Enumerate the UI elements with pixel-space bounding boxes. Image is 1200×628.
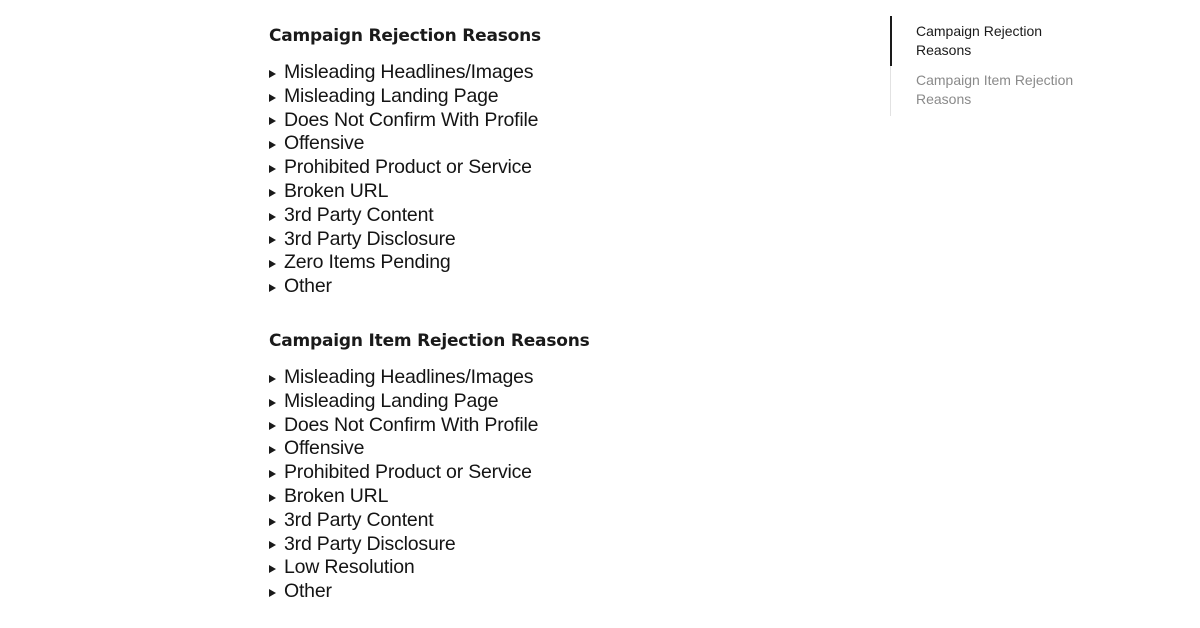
caret-right-icon [269,494,276,502]
caret-right-icon [269,165,276,173]
list-item [269,485,829,509]
caret-right-icon [269,518,276,526]
list-item-label: Other [284,580,332,603]
toc-link-campaign-item-rejection-reasons[interactable]: Campaign Item Rejection Reasons [916,72,1074,107]
list-item-label: Other [284,275,332,298]
list-item-label: Misleading Headlines/Images [284,365,534,388]
caret-right-icon [269,189,276,197]
list-item-label: 3rd Party Disclosure [284,532,456,555]
caret-right-icon [269,375,276,383]
list-item [269,251,829,275]
list-item-label: Offensive [284,437,365,460]
reason-list [269,61,829,299]
caret-right-icon [269,565,276,573]
caret-right-icon [269,213,276,221]
list-item-label: Broken URL [284,179,389,202]
list-item [269,533,829,557]
caret-right-icon [269,141,276,149]
toc-link-campaign-rejection-reasons[interactable]: Campaign Rejection Reasons [916,23,1043,58]
list-item [269,580,829,604]
list-item-label: 3rd Party Disclosure [284,227,456,250]
list-item-label: Does Not Confirm With Profile [284,413,539,436]
caret-right-icon [269,260,276,268]
list-item-label: 3rd Party Content [284,508,434,531]
section-campaign-rejection-reasons [269,24,829,299]
list-item-label: 3rd Party Content [284,203,434,226]
list-item-label: Zero Items Pending [284,251,451,274]
toc-active-indicator [890,16,892,66]
list-item-label: Prohibited Product or Service [284,156,532,179]
list-item [269,509,829,533]
caret-right-icon [269,541,276,549]
list-item-label: Low Resolution [284,556,415,579]
list-item [269,132,829,156]
list-item [269,556,829,580]
list-item-label: Misleading Landing Page [284,389,499,412]
caret-right-icon [269,236,276,244]
list-item-label: Does Not Confirm With Profile [284,108,539,131]
list-item [269,156,829,180]
list-item [269,228,829,252]
caret-right-icon [269,117,276,125]
list-item [269,85,829,109]
list-item-label: Offensive [284,132,365,155]
main-content [269,24,829,604]
caret-right-icon [269,70,276,78]
caret-right-icon [269,446,276,454]
caret-right-icon [269,284,276,292]
caret-right-icon [269,94,276,102]
list-item-label: Misleading Headlines/Images [284,61,534,83]
caret-right-icon [269,399,276,407]
list-item [269,461,829,485]
list-item [269,109,829,133]
list-item-label: Misleading Landing Page [284,84,499,107]
reason-list [269,366,829,604]
list-item [269,204,829,228]
caret-right-icon [269,422,276,430]
table-of-contents [890,16,1091,116]
list-item [269,61,829,85]
list-item [269,390,829,414]
section-title: Campaign Rejection Reasons [269,26,541,46]
list-item [269,180,829,204]
list-item-label: Prohibited Product or Service [284,461,532,484]
list-item [269,437,829,461]
caret-right-icon [269,470,276,478]
caret-right-icon [269,589,276,597]
section-title: Campaign Item Rejection Reasons [269,330,590,351]
list-item [269,366,829,390]
section-campaign-item-rejection-reasons [269,329,829,604]
list-item [269,414,829,438]
list-item [269,275,829,299]
list-item-label: Broken URL [284,484,389,507]
